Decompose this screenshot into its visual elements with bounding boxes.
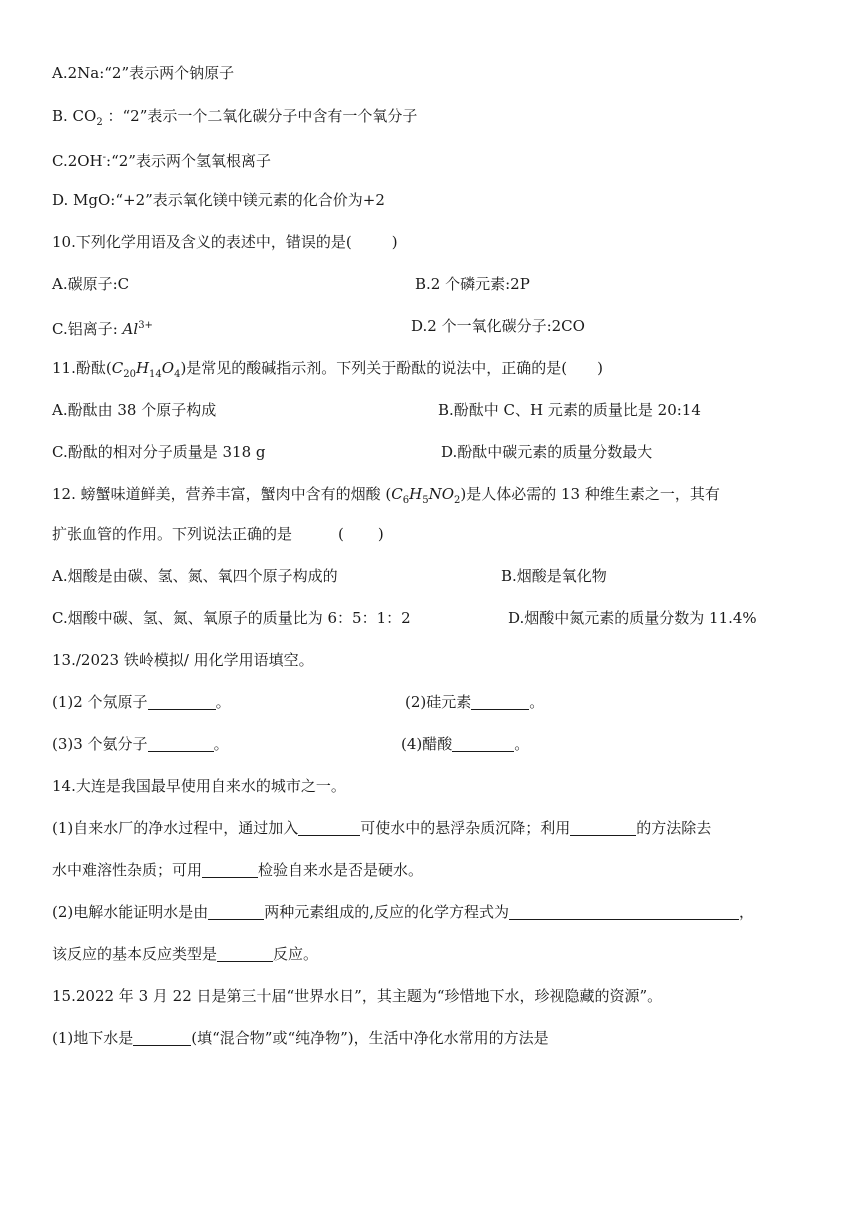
q13-item-1: (1)2 个氖原子 。 [52,693,231,711]
q13-stem: 13./2023 铁岭模拟/ 用化学用语填空。 [52,651,314,669]
q11-option-a: A.酚酞由 38 个原子构成 [52,401,217,419]
q10-option-a: A.碳原子:C [52,275,130,293]
q12-option-b: B.烟酸是氧化物 [501,567,607,585]
blank[interactable] [217,945,273,962]
q11-stem: 11.酚酞$(C_{20}H_{14}O_4)$是常见的酸碱指示剂。下列关于酚酞的说法中，正确的是( ) [52,359,604,380]
q10-option-d: D.2 个一氧化碳分子:2CO [411,317,585,335]
q13-item-4: (4)醋酸 。 [401,735,530,753]
q13-item-3: (3)3 个氨分子 。 [52,735,229,753]
q10-stem: 10.下列化学用语及含义的表述中，错误的是( ) [52,233,398,251]
blank[interactable] [509,903,739,920]
q11-option-d: D.酚酞中碳元素的质量分数最大 [441,443,653,461]
q12-stem-line2: 扩张血管的作用。下列说法正确的是 ( ) [52,525,384,543]
q9-option-a: A.2Na:“2”表示两个钠原子 [52,64,235,82]
blank[interactable] [148,693,216,710]
q12-option-d: D.烟酸中氮元素的质量分数为 11.4% [508,609,757,627]
q14-part2-line1: (2)电解水能证明水是由 两种元素组成的,反应的化学方程式为 ， [52,903,755,921]
q9-option-b: B. $CO_2$ ：“2”表示一个二氧化碳分子中含有一个氧分子 [52,107,418,128]
q11-option-b: B.酚酞中 C、H 元素的质量比是 20:14 [438,401,701,419]
blank[interactable] [148,735,214,752]
q9-option-c: C.2OH-:“2”表示两个氢氧根离子 [52,152,271,170]
blank[interactable] [133,1029,191,1046]
q14-stem: 14.大连是我国最早使用自来水的城市之一。 [52,777,346,795]
q11-option-c: C.酚酞的相对分子质量是 318 g [52,443,266,461]
q15-stem: 15.2022 年 3 月 22 日是第三十届“世界水日”，其主题为“珍惜地下水，珍视隐藏的资源”。 [52,987,663,1005]
q13-item-2: (2)硅元素 。 [405,693,545,711]
blank[interactable] [208,903,264,920]
blank[interactable] [452,735,514,752]
q10-option-b: B.2 个磷元素:2P [415,275,530,293]
q10-option-c: C.铝离子: $Al^{3+}$ [52,320,153,338]
q12-option-c: C.烟酸中碳、氢、氮、氧原子的质量比为 6：5：1：2 [52,609,411,627]
blank[interactable] [202,861,258,878]
q9-option-d: D. MgO:“+2”表示氧化镁中镁元素的化合价为+2 [52,191,385,209]
q14-part1-line2: 水中难溶性杂质；可用 检验自来水是否是硬水。 [52,861,424,879]
blank[interactable] [570,819,636,836]
q14-part1-line1: (1)自来水厂的净水过程中，通过加入 可使水中的悬浮杂质沉降；利用 的方法除去 [52,819,712,837]
q14-part2-line2: 该反应的基本反应类型是 反应。 [52,945,319,963]
q12-option-a: A.烟酸是由碳、氢、氮、氧四个原子构成的 [52,567,338,585]
q12-stem-line1: 12. 螃蟹味道鲜美，营养丰富，蟹肉中含有的烟酸 $(C_6H_5NO_2)$是人体必需的 13 种维生素之一，其有 [52,485,720,506]
q15-part1: (1)地下水是 (填“混合物”或“纯净物”)，生活中净化水常用的方法是 [52,1029,549,1047]
blank[interactable] [298,819,360,836]
blank[interactable] [471,693,529,710]
